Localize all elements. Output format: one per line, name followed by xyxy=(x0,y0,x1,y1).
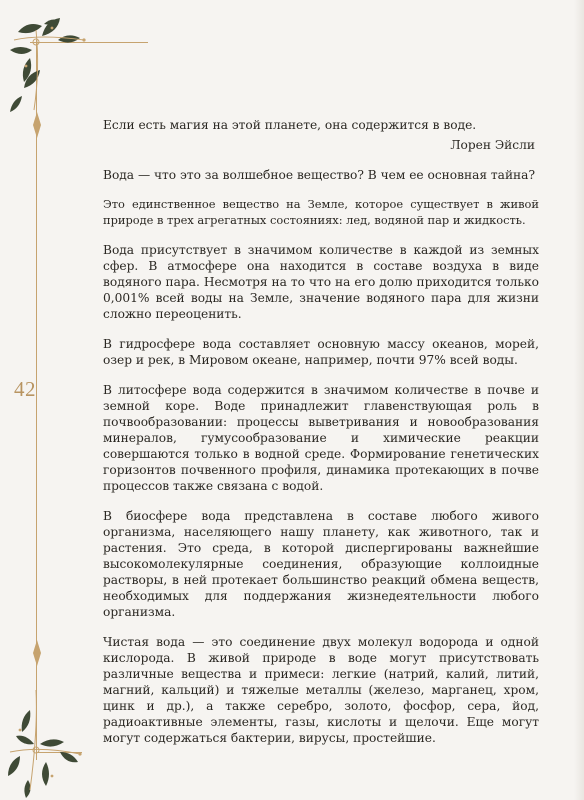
top-left-floral-ornament-icon xyxy=(0,10,120,120)
paragraph: Чистая вода — это соединение двух молекул водорода и одной кислорода. В живой природе в воде могут присутствовать различные вещества и примеси: легкие (натрий, калий, литий, магний, кальций) и тяжелые металлы (железо, марганец, хром, цинк и др.), а также серебро, золото, фосфор, сера, йод, радиоактивные элементы, газы, кислоты и щелочи. Еще могут могут содержаться бактерии, вирусы, простейшие. xyxy=(103,635,539,745)
intro-question: Вода — что это за волшебное вещество? В чем ее основная тайна? xyxy=(103,168,535,182)
bottom-left-floral-ornament-icon xyxy=(0,690,110,800)
page-edge xyxy=(574,0,584,800)
paragraph: В биосфере вода представлена в составе любого живого организма, населяющего нашу планету, как животного, так и растения. Это среда, в которой диспергированы важнейшие высокомолекулярные соединения, образующие коллоидные растворы, в ней протекает большинство реакций обмена веществ, необходимых для поддержания жизнедеятельности любого организма. xyxy=(103,509,539,619)
page-number: 42 xyxy=(14,377,36,401)
paragraph: Вода присутствует в значимом количестве в каждой из земных сфер. В атмосфере она находится в составе воздуха в виде водяного пара. Несмотря на то что на его долю приходится только 0,001% всей воды на Земле, значение водяного пара для жизни сложно переоценить. xyxy=(103,243,539,321)
left-margin-diamond-icon xyxy=(31,112,43,138)
epigraph-text: Если есть магия на этой планете, она содержится в воде. xyxy=(103,118,477,132)
paragraph: Это единственное вещество на Земле, которое существует в живой природе в трех агрегатных состояниях: лед, водяной пар и жидкость. xyxy=(103,197,539,227)
paragraph: В литосфере вода содержится в значимом количестве в почве и земной коре. Воде принадлежит главенствующая роль в почвообразовании: процессы выветривания и новообразования минералов, гумусообразование и химические реакции совершаются только в водной среде. Формирование генетических горизонтов почвенного профиля, динамика протекающих в почве процессов также связана с водой. xyxy=(103,383,539,493)
epigraph-author: Лорен Эйсли xyxy=(450,138,535,152)
left-margin-diamond-icon xyxy=(31,640,43,666)
paragraph: В гидросфере вода составляет основную массу океанов, морей, озер и рек, в Мировом океане, например, почти 97% всей воды. xyxy=(103,337,539,367)
page-content xyxy=(103,117,539,746)
